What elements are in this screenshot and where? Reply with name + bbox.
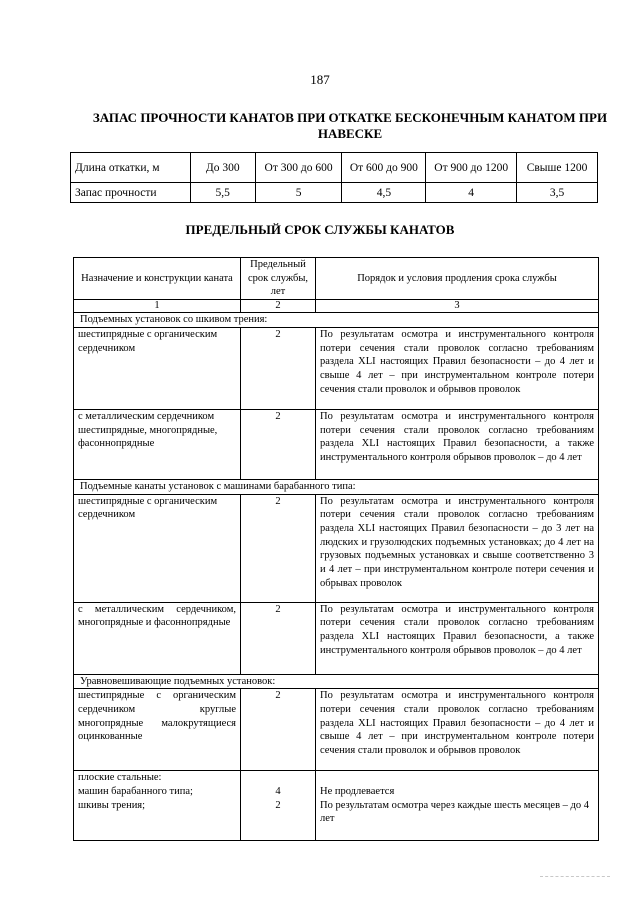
cell-length-900-1200: От 900 до 1200 <box>426 153 517 183</box>
group-title-balance: Уравновешивающие подъемных установок: <box>74 674 599 689</box>
conditions-line: По результатам осмотра через каждые шесть месяцев – до 4 лет <box>320 799 589 825</box>
group-row <box>74 674 599 689</box>
service-term: 2 <box>241 494 316 602</box>
cell-factor-5: 3,5 <box>517 183 598 203</box>
extension-conditions: По результатам осмотра и инструментального контроля потери сечения стали проволок согласно требованиям раздела XLI настоящих Правил безопасности – до 3 лет на людских и грузолюдских подъемных установках; до 4 лет на грузовых подъемных установках и свыше соответственно 3 и 4 лет – при инструментальном контроле потери сечения и обрывах проволок <box>316 494 599 602</box>
cell-length-300-600: От 300 до 600 <box>255 153 342 183</box>
strength-table <box>70 152 598 203</box>
service-table-header-row <box>74 258 599 300</box>
flat-rope-line: плоские стальные: <box>78 772 162 784</box>
column-number-row <box>74 300 599 313</box>
page-edge-mark <box>540 876 610 877</box>
column-number-3: 3 <box>316 300 599 313</box>
strength-table-row-length <box>71 153 598 183</box>
rope-type: шестипрядные с органическим сердечником <box>74 327 241 409</box>
document-title: ЗАПАС ПРОЧНОСТИ КАНАТОВ ПРИ ОТКАТКЕ БЕСКОНЕЧНЫМ КАНАТОМ ПРИ НАВЕСКЕ <box>92 110 608 141</box>
flat-rope-line: машин барабанного типа; <box>78 785 193 797</box>
header-service-term: Предельный срок службы, лет <box>241 258 316 300</box>
header-extension-conditions: Порядок и условия продления срока службы <box>316 258 599 300</box>
cell-length-label: Длина откатки, м <box>71 153 191 183</box>
service-term: 2 <box>241 689 316 771</box>
group-title-friction: Подъемных установок со шкивом трения: <box>74 313 599 328</box>
cell-length-upto-300: До 300 <box>190 153 255 183</box>
page-number: 187 <box>310 72 330 87</box>
cell-factor-1: 5,5 <box>190 183 255 203</box>
cell-length-over-1200: Свыше 1200 <box>517 153 598 183</box>
table-row <box>74 602 599 674</box>
flat-rope-line: шкивы трения; <box>78 799 146 811</box>
header-rope-purpose: Назначение и конструкции каната <box>74 258 241 300</box>
conditions-line: Не продлевается <box>320 785 395 797</box>
service-term: 2 <box>241 409 316 479</box>
rope-type: шестипрядные с органическим сердечником круглые многопрядные малокрутящиеся оцинкованные <box>74 689 241 771</box>
service-term: 2 <box>241 327 316 409</box>
table-row <box>74 327 599 409</box>
cell-factor-3: 4,5 <box>342 183 426 203</box>
table-row <box>74 409 599 479</box>
table-row <box>74 689 599 771</box>
rope-type-flat <box>74 771 241 841</box>
table-row <box>74 494 599 602</box>
service-term-flat <box>241 771 316 841</box>
extension-conditions: По результатам осмотра и инструментального контроля потери сечения стали проволок согласно требованиям раздела XLI настоящих Правил безопасности, а также инструментального контроля обрывов проволок – до 4 лет <box>316 602 599 674</box>
cell-length-600-900: От 600 до 900 <box>342 153 426 183</box>
term-line: 2 <box>275 799 281 811</box>
rope-type: шестипрядные с органическим сердечником <box>74 494 241 602</box>
group-title-drum: Подъемные канаты установок с машинами барабанного типа: <box>74 479 599 494</box>
table-row-flat-ropes <box>74 771 599 841</box>
cell-factor-4: 4 <box>426 183 517 203</box>
group-row <box>74 313 599 328</box>
column-number-2: 2 <box>241 300 316 313</box>
extension-conditions: По результатам осмотра и инструментального контроля потери сечения стали проволок согласно требованиям раздела XLI настоящих Правил безопасности – до 4 лет и свыше 4 лет – при инструментальном контроле потери сечения стали проволок и обрывов проволок <box>316 327 599 409</box>
extension-conditions-flat <box>316 771 599 841</box>
column-number-1: 1 <box>74 300 241 313</box>
rope-type: с металлическим сердечником шестипрядные, многопрядные, фасоннопрядные <box>74 409 241 479</box>
group-row <box>74 479 599 494</box>
strength-table-row-factor <box>71 183 598 203</box>
cell-factor-label: Запас прочности <box>71 183 191 203</box>
extension-conditions: По результатам осмотра и инструментального контроля потери сечения стали проволок согласно требованиям раздела XLI настоящих Правил безопасности, а также инструментального контроля обрывов проволок – до 4 лет <box>316 409 599 479</box>
service-life-table <box>73 257 599 841</box>
term-line: 4 <box>275 785 281 797</box>
service-term: 2 <box>241 602 316 674</box>
extension-conditions: По результатам осмотра и инструментального контроля потери сечения стали проволок согласно требованиям раздела XLI настоящих Правил безопасности – до 4 лет и свыше 4 лет – при инструментальном контроле потери сечения стали проволок и обрывов проволок <box>316 689 599 771</box>
cell-factor-2: 5 <box>255 183 342 203</box>
section-title: ПРЕДЕЛЬНЫЙ СРОК СЛУЖБЫ КАНАТОВ <box>185 222 455 237</box>
rope-type: с металлическим сердечником, многопрядные и фасоннопрядные <box>74 602 241 674</box>
